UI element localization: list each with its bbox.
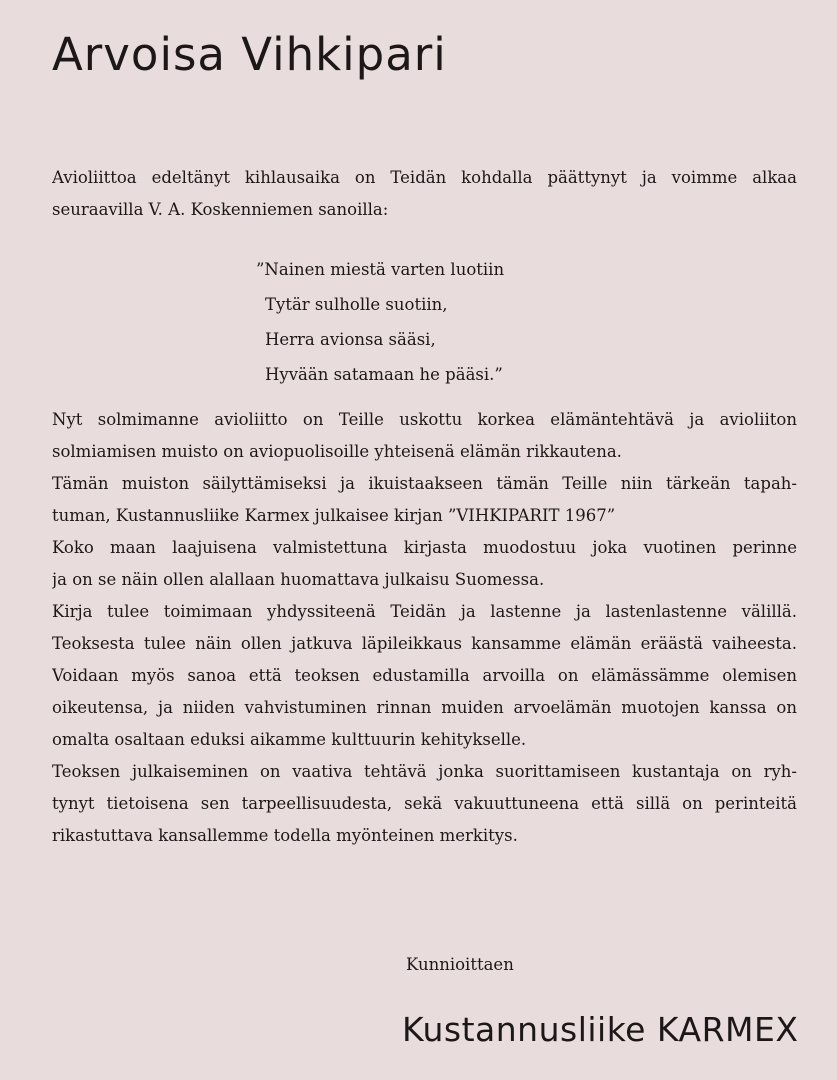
poem-line: Hyvään satamaan he pääsi.” <box>265 365 503 384</box>
poem-quote <box>256 252 504 392</box>
text-line: solmiamisen muisto on aviopuolisoille yhteisenä elämän rikkautena. <box>52 442 622 461</box>
text-line: rikastuttava kansallemme todella myönteinen merkitys. <box>52 826 518 845</box>
poem-line: Herra avionsa sääsi, <box>265 330 436 349</box>
text-line: Avioliittoa edeltänyt kihlausaika on Teidän kohdalla päättynyt ja voimme alkaa <box>52 168 797 187</box>
closing-greeting: Kunnioittaen <box>406 955 514 974</box>
text-line: Kirja tulee toimimaan yhdyssiteenä Teidän ja lastenne ja lastenlastenne välillä. <box>52 602 797 621</box>
main-body <box>52 404 797 852</box>
text-line: Nyt solmimanne avioliitto on Teille uskottu korkea elämäntehtävä ja avioliiton <box>52 410 797 429</box>
text-line: Koko maan laajuisena valmistettuna kirjasta muodostuu joka vuotinen perinne <box>52 538 797 557</box>
text-line: omalta osaltaan eduksi aikamme kulttuurin kehitykselle. <box>52 730 527 749</box>
text-line: Tämän muiston säilyttämiseksi ja ikuistaakseen tämän Teille niin tärkeän tapah- <box>52 474 797 493</box>
text-line: Teoksesta tulee näin ollen jatkuva läpileikkaus kansamme elämän eräästä vaiheesta. <box>52 634 797 653</box>
text-line: oikeutensa, ja niiden vahvistuminen rinnan muiden arvoelämän muotojen kanssa on <box>52 698 797 717</box>
text-line: tynyt tietoisena sen tarpeellisuudesta, sekä vakuuttuneena että sillä on perinteitä <box>52 794 797 813</box>
poem-line: Tytär sulholle suotiin, <box>265 295 448 314</box>
poem-line: ”Nainen miestä varten luotiin <box>256 260 505 279</box>
text-line: Teoksen julkaiseminen on vaativa tehtävä jonka suorittamiseen kustantaja on ryh- <box>52 762 797 781</box>
text-line: ja on se näin ollen alallaan huomattava julkaisu Suomessa. <box>52 570 545 589</box>
intro-paragraph <box>52 162 797 226</box>
text-line: Voidaan myös sanoa että teoksen edustamilla arvoilla on elämässämme olemisen <box>52 666 797 685</box>
letter-title: Arvoisa Vihkipari <box>52 28 447 81</box>
text-line: tuman, Kustannusliike Karmex julkaisee kirjan ”VIHKIPARIT 1967” <box>52 506 616 525</box>
text-line: seuraavilla V. A. Koskenniemen sanoilla: <box>52 200 389 219</box>
publisher-signature: Kustannusliike KARMEX <box>402 1010 799 1049</box>
